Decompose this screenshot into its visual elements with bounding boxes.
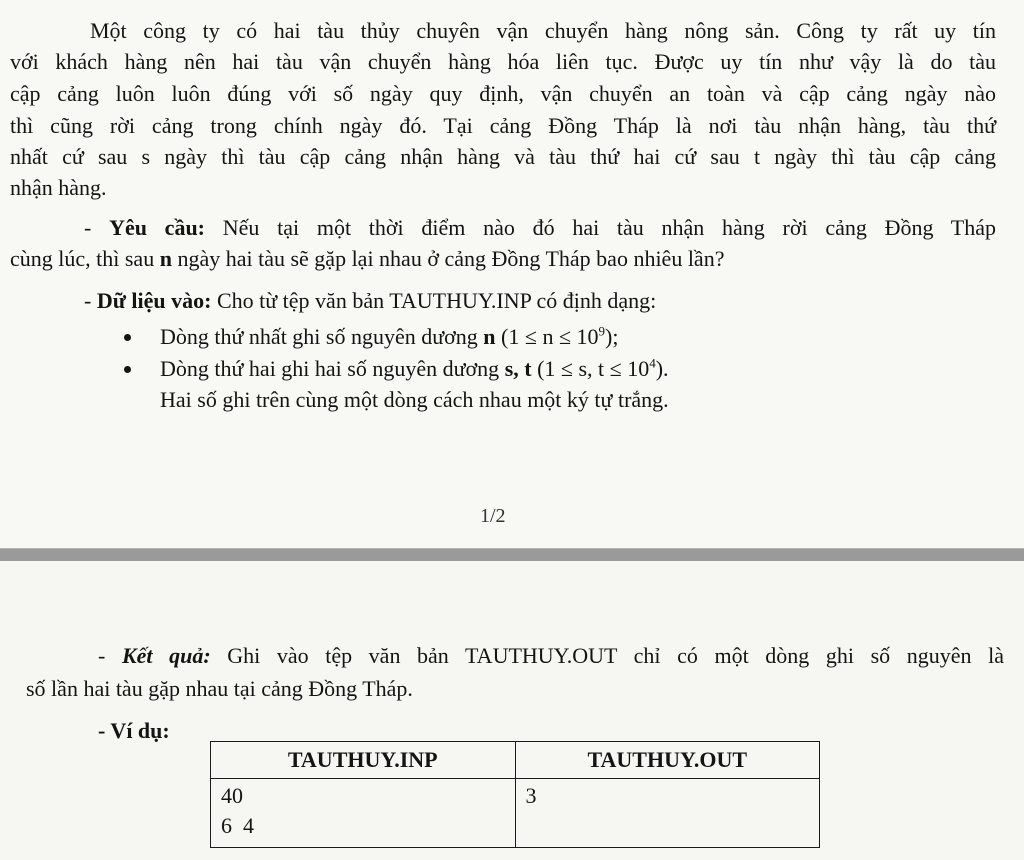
- example-header-output: TAUTHUY.OUT: [515, 742, 820, 779]
- requirement-line-2: [10, 245, 724, 273]
- requirement-label: Yêu cầu:: [109, 215, 206, 240]
- paragraph-line-5: nhất cứ sau s ngày thì tàu cập cảng nhận hàng và tàu thứ hai cứ sau t ngày thì tàu cập cảng: [10, 144, 996, 169]
- output-prefix: -: [98, 643, 122, 668]
- input-bullet-2-exponent: 4: [649, 355, 656, 371]
- output-line-1: [98, 642, 1004, 670]
- input-text: Cho từ tệp văn bản TAUTHUY.INP có định dạng:: [211, 288, 657, 313]
- example-input-line-1: 40: [221, 783, 243, 808]
- example-input-cell: [211, 779, 516, 848]
- input-bullet-1-text: Dòng thứ nhất ghi số nguyên dương: [160, 324, 484, 349]
- example-table-header-row: [211, 742, 820, 779]
- output-text-1: Ghi vào tệp văn bản TAUTHUY.OUT chỉ có một dòng ghi số nguyên là: [210, 643, 1004, 668]
- input-bullet-1-range: (1 ≤ n ≤ 10: [495, 324, 599, 349]
- output-label: Kết quả:: [121, 643, 211, 668]
- paragraph-line-4: thì cũng rời cảng trong chính ngày đó. Tại cảng Đồng Tháp là nơi tàu nhận hàng, tàu thứ: [10, 113, 996, 138]
- example-output-cell: [515, 779, 820, 848]
- bullet-icon: [124, 366, 131, 373]
- paragraph-line-6: nhận hàng.: [10, 175, 107, 200]
- page-number: 1/2: [480, 505, 506, 527]
- input-bullet-1-var: n: [483, 324, 496, 349]
- requirement-text-2b: ngày hai tàu sẽ gặp lại nhau ở cảng Đồng Tháp bao nhiêu lần?: [171, 246, 725, 271]
- input-prefix: -: [84, 288, 97, 313]
- example-output-line-1: 3: [525, 783, 537, 808]
- input-bullet-1-exponent: 9: [598, 323, 606, 339]
- input-bullet-2-end: ).: [655, 356, 669, 381]
- example-label: - Ví dụ:: [98, 718, 170, 743]
- example-header-input: TAUTHUY.INP: [211, 742, 516, 779]
- input-bullet-2-var: s, t: [504, 356, 532, 381]
- input-bullet-1: [160, 323, 618, 351]
- input-label: Dữ liệu vào:: [96, 288, 212, 313]
- input-continuation: Hai số ghi trên cùng một dòng cách nhau một ký tự trắng.: [160, 387, 669, 412]
- bullet-icon: [124, 334, 131, 341]
- output-line-2: số lần hai tàu gặp nhau tại cảng Đồng Tháp.: [26, 676, 413, 701]
- requirement-var-n: n: [159, 246, 172, 271]
- input-bullet-1-end: );: [605, 324, 619, 349]
- requirement-text-1: Nếu tại một thời điểm nào đó hai tàu nhận hàng rời cảng Đồng Tháp: [205, 215, 997, 240]
- paragraph-line-3: cập cảng luôn luôn đúng với số ngày quy định, vận chuyển an toàn và cập cảng ngày nào: [10, 81, 996, 106]
- input-bullet-2-range: (1 ≤ s, t ≤ 10: [531, 356, 650, 381]
- input-bullet-2: [160, 355, 669, 383]
- requirement-line-1: [84, 214, 996, 242]
- paragraph-line-1: Một công ty có hai tàu thủy chuyên vận chuyển hàng nông sản. Công ty rất uy tín: [90, 18, 996, 43]
- input-heading: [84, 287, 656, 315]
- page-break: [0, 548, 1024, 562]
- example-table: [210, 741, 820, 848]
- example-input-line-2: 6 4: [221, 813, 254, 838]
- paragraph-line-2: với khách hàng nên hai tàu vận chuyển hàng hóa liên tục. Được uy tín như vậy là do tàu: [10, 49, 996, 74]
- input-bullet-2-text: Dòng thứ hai ghi hai số nguyên dương: [160, 356, 505, 381]
- example-table-row: [211, 779, 820, 848]
- requirement-prefix: -: [84, 215, 110, 240]
- requirement-text-2a: cùng lúc, thì sau: [10, 246, 160, 271]
